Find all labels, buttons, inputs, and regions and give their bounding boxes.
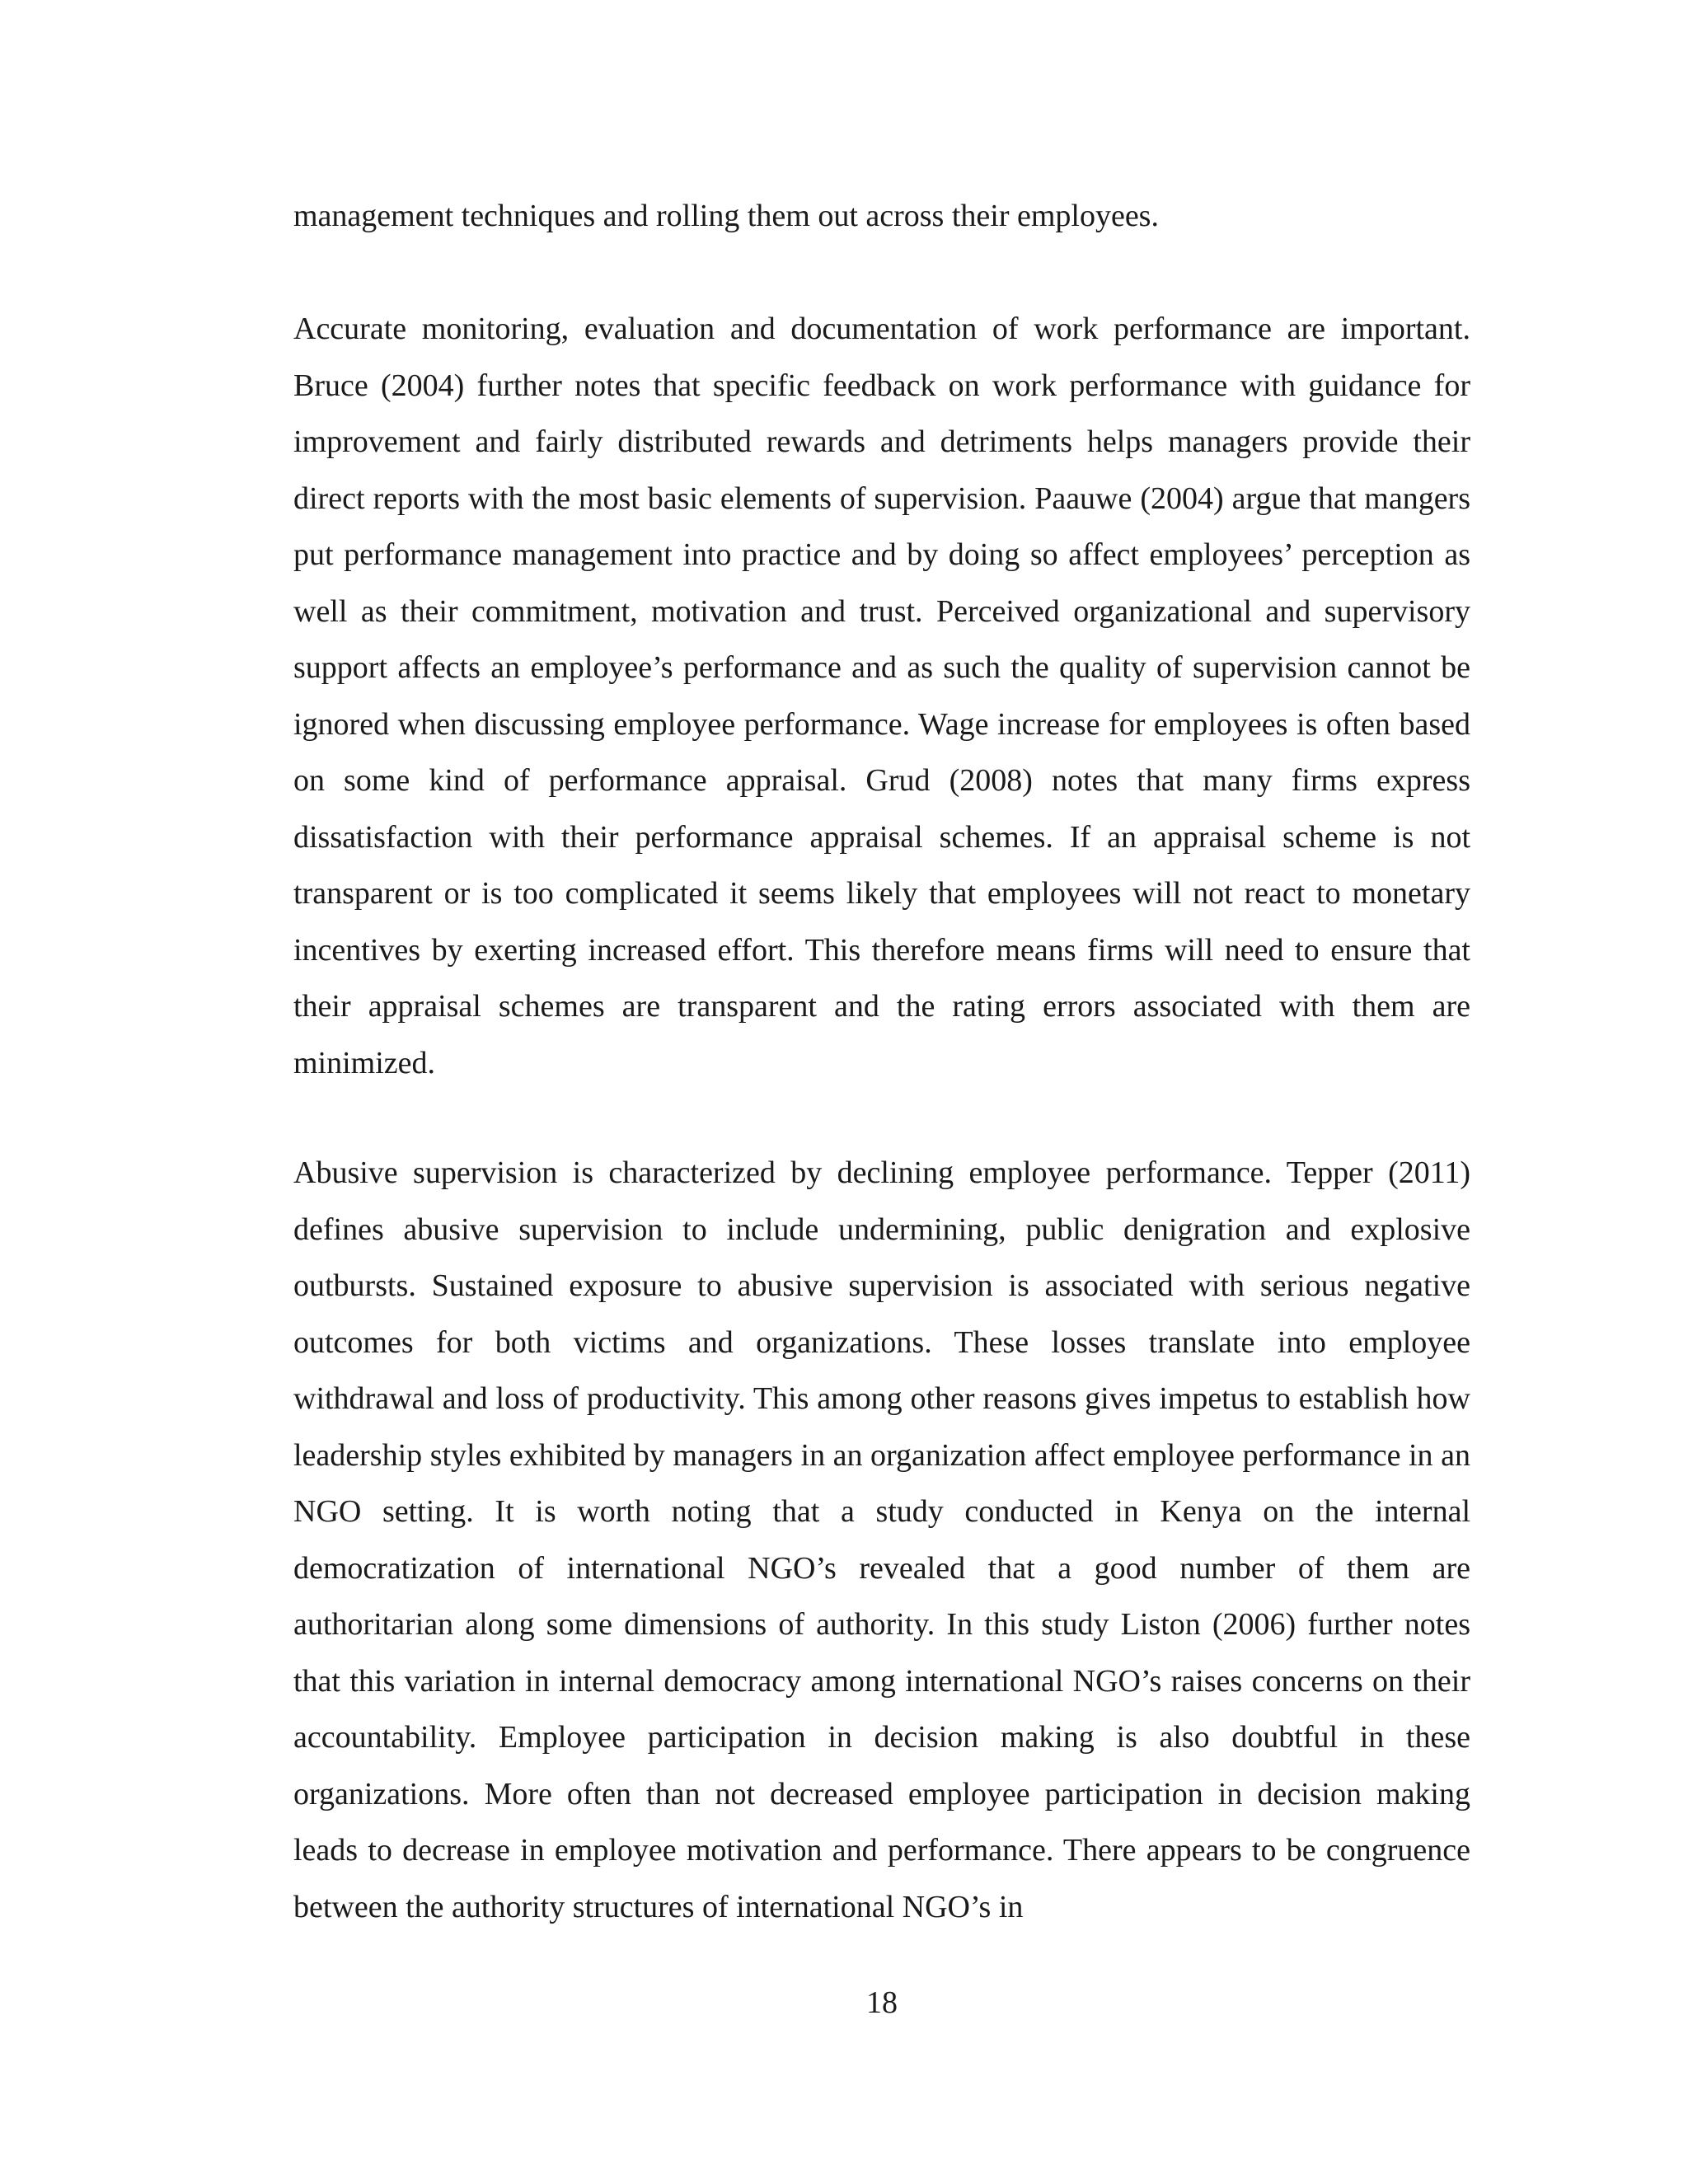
paragraph-performance-monitoring: Accurate monitoring, evaluation and documentation of work performance are important. Bruce (2004) further notes that specific feedback on work performance with guidance for improvement and fairly distributed rewards and detriments helps managers provide their direct reports with the most basic elements of supervision. Paauwe (2004) argue that mangers put performance management into practice and by doing so affect employees’ perception as well as their commitment, motivation and trust. Perceived organizational and supervisory support affects an employee’s performance and as such the quality of supervision cannot be ignored when discussing employee performance. Wage increase for employees is often based on some kind of performance appraisal. Grud (2008) notes that many firms express dissatisfaction with their performance appraisal schemes. If an appraisal scheme is not transparent or is too complicated it seems likely that employees will not react to monetary incentives by exerting increased effort. This therefore means firms will need to ensure that their appraisal schemes are transparent and the rating errors associated with them are minimized. (293, 312, 1470, 1080)
page-number: 18 (866, 1985, 898, 2020)
paragraph-continuation: management techniques and rolling them out across their employees. (293, 199, 1159, 233)
paragraph-abusive-supervision: Abusive supervision is characterized by declining employee performance. Tepper (2011) defines abusive supervision to include undermining, public denigration and explosive outbursts. Sustained exposure to abusive supervision is associated with serious negative outcomes for both victims and organizations. These losses translate into employee withdrawal and loss of productivity. This among other reasons gives impetus to establish how leadership styles exhibited by managers in an organization affect employee performance in an NGO setting. It is worth noting that a study conducted in Kenya on the internal democratization of international NGO’s revealed that a good number of them are authoritarian along some dimensions of authority. In this study Liston (2006) further notes that this variation in internal democracy among international NGO’s raises concerns on their accountability. Employee participation in decision making is also doubtful in these organizations. More often than not decreased employee participation in decision making leads to decrease in employee motivation and performance. There appears to be congruence between the authority structures of international NGO’s in (293, 1155, 1470, 1924)
